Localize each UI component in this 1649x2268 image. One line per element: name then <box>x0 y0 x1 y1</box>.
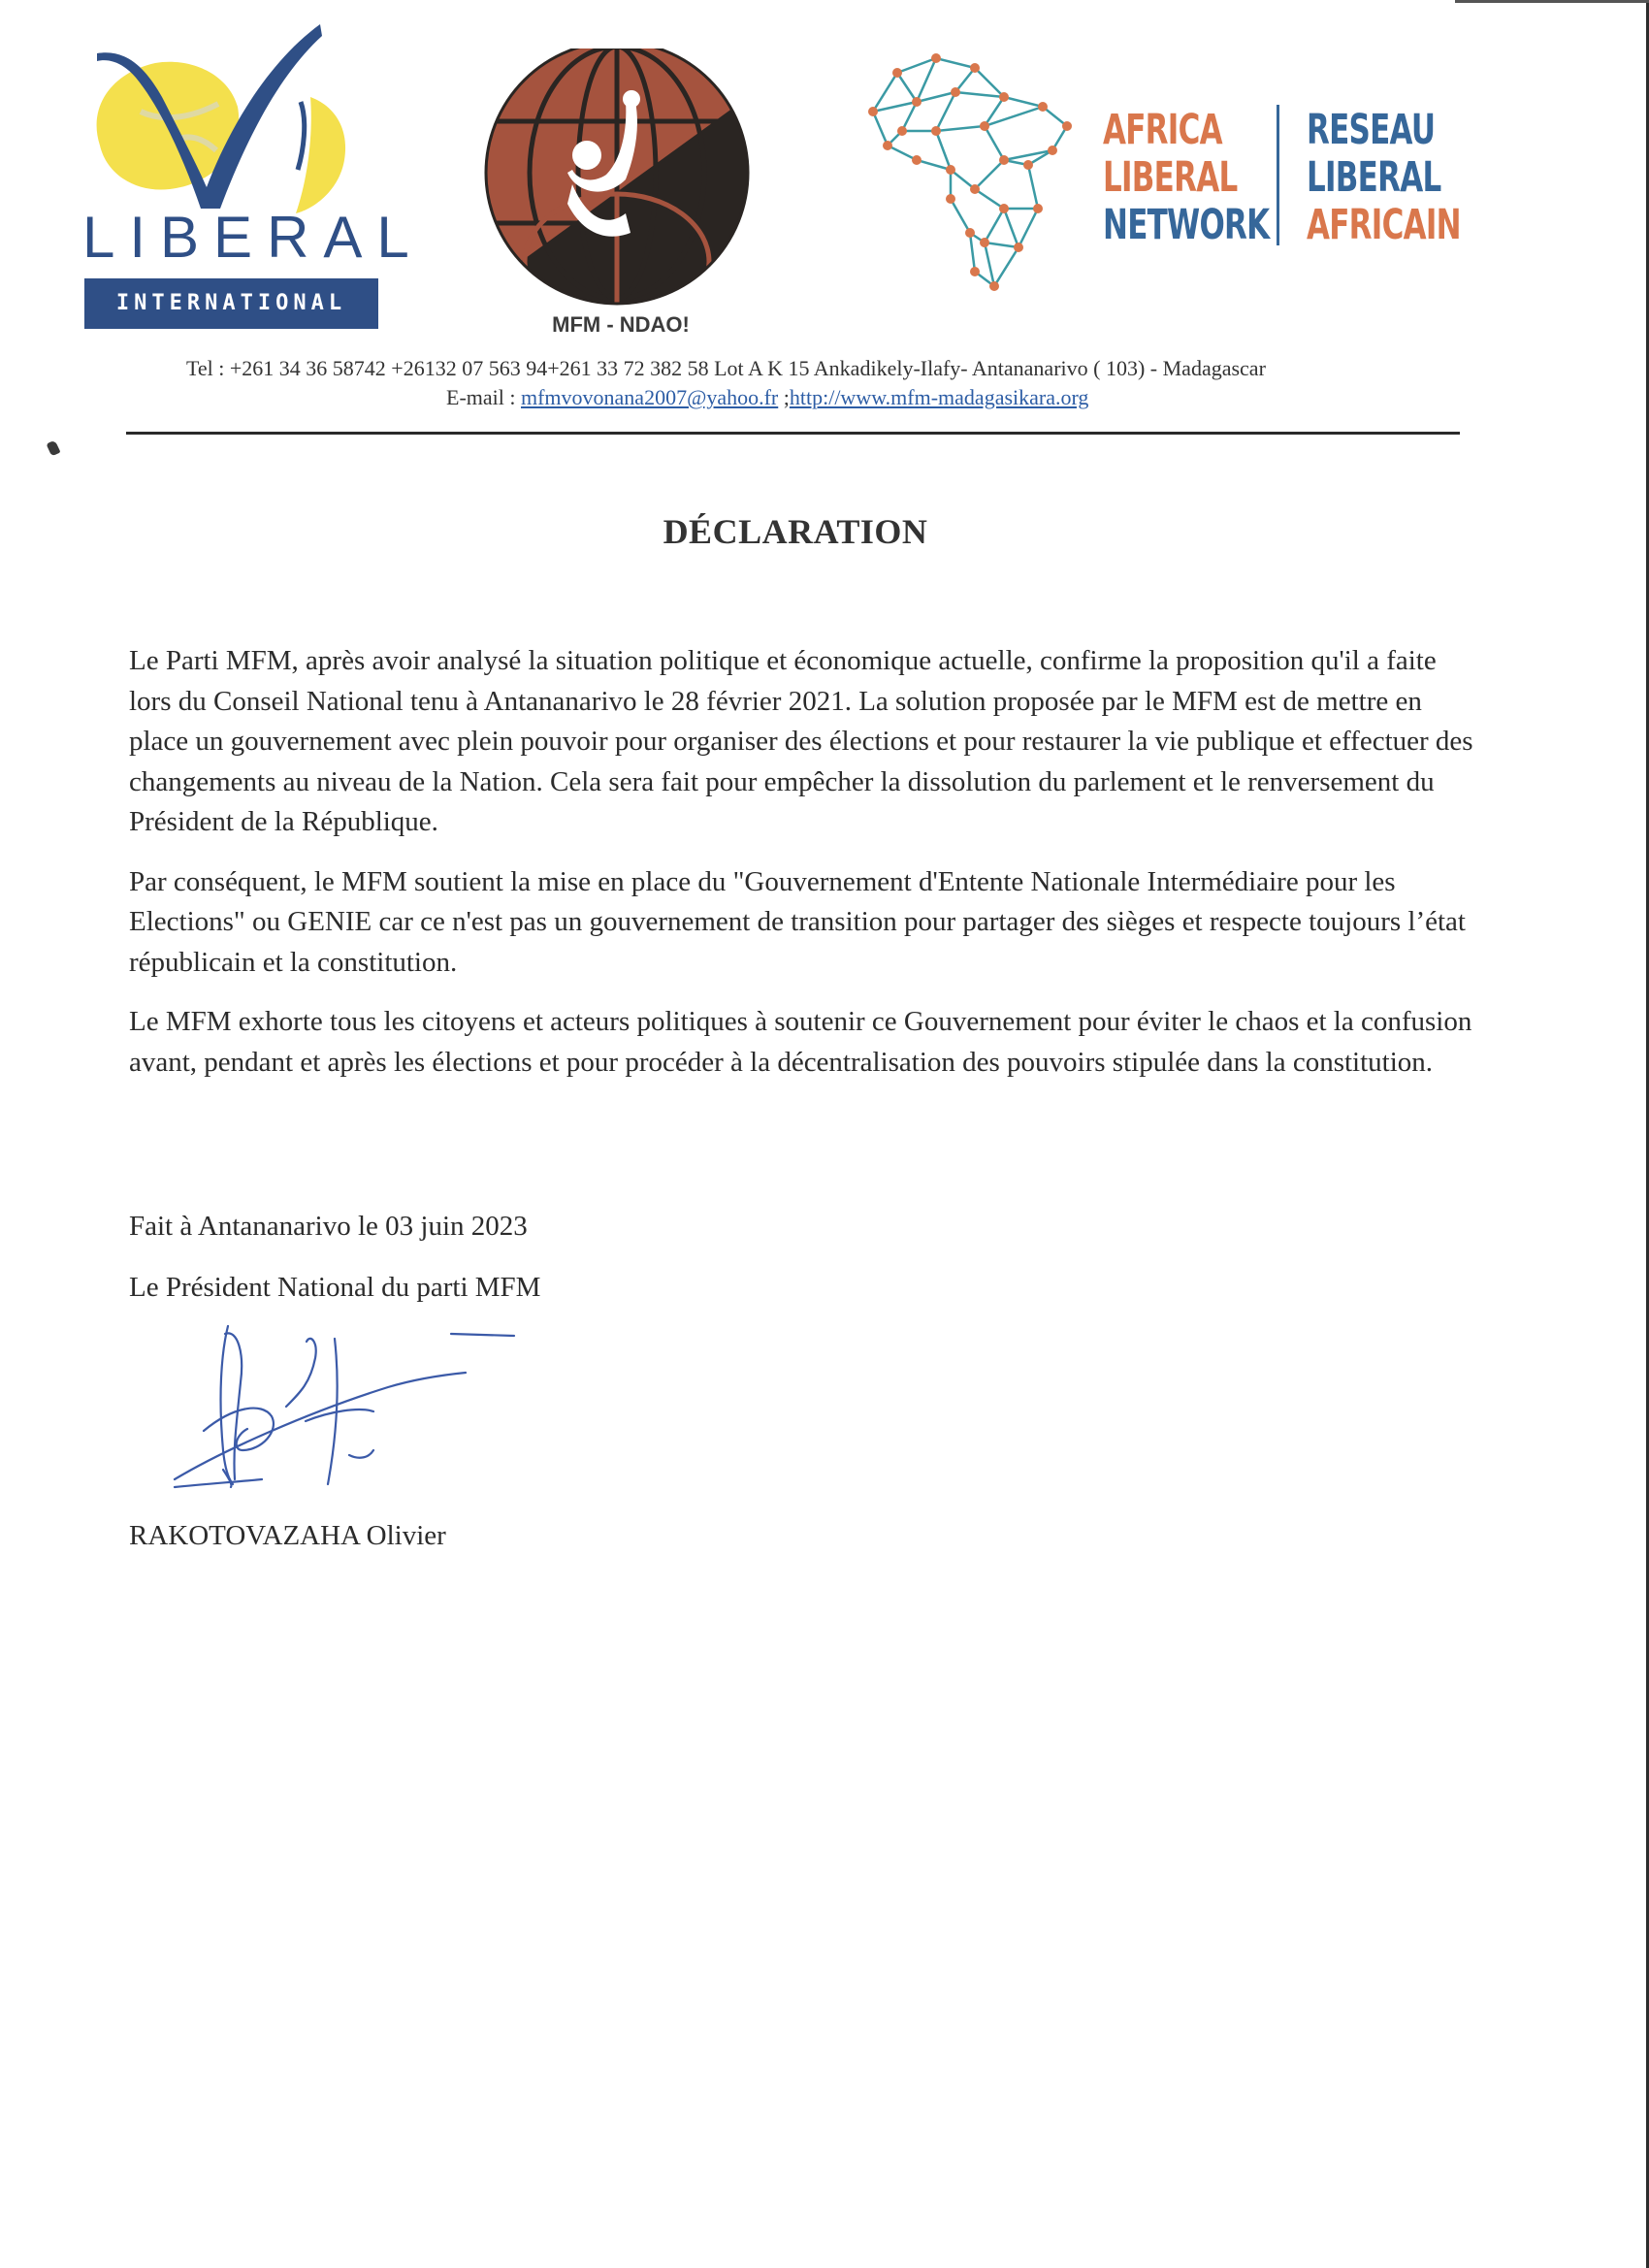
document-title: DÉCLARATION <box>663 512 928 551</box>
aln-divider <box>1277 105 1279 245</box>
mfm-caption: MFM - NDAO! <box>552 312 690 337</box>
aln-line-liberal-fr: LIBERAL <box>1307 153 1441 202</box>
africa-liberal-network-logo <box>858 53 1460 306</box>
scan-speck <box>47 440 61 457</box>
contact-phone-address: Tel : +261 34 36 58742 +26132 07 563 94+261 33 72 382 58 Lot A K 15 Ankadikely-Ilafy- Antananarivo ( 103) - Madagascar <box>186 356 1266 380</box>
aln-line-network: NETWORK <box>1103 201 1270 249</box>
mfm-globe-icon <box>480 49 761 310</box>
aln-line-liberal: LIBERAL <box>1103 153 1238 202</box>
place-date: Fait à Antananarivo le 03 juin 2023 <box>129 1211 528 1242</box>
document-body <box>129 641 1477 1102</box>
contact-email-web <box>446 385 1088 410</box>
handwritten-signature-icon <box>165 1314 524 1518</box>
email-link[interactable]: mfmvovonana2007@yahoo.fr <box>520 385 779 409</box>
aln-line-africa: AFRICA <box>1103 106 1222 154</box>
africa-network-map-icon <box>858 53 1091 306</box>
signatory-title: Le Président National du parti MFM <box>129 1272 541 1303</box>
paragraph-3: Le MFM exhorte tous les citoyens et acteurs politiques à soutenir ce Gouvernement pour éviter le chaos et la confusion avant, pendant et après les élections et pour procéder à la décentralisation des pouvoirs stipulée dans la constitution. <box>129 1006 1472 1078</box>
liberal-subtitle-box <box>84 278 378 329</box>
header-divider <box>126 432 1460 435</box>
aln-line-africain: AFRICAIN <box>1307 201 1461 249</box>
aln-english-name <box>1103 107 1269 249</box>
link-separator: ; <box>778 385 790 409</box>
website-link[interactable]: http://www.mfm-madagasikara.org <box>789 385 1089 409</box>
paragraph-1: Le Parti MFM, après avoir analysé la situation politique et économique actuelle, confirme la proposition qu'il a faite lors du Conseil National tenu à Antananarivo le 28 février 2021. La solution proposée par le MFM est de mettre en place un gouvernement avec plein pouvoir pour organiser des élections et pour restaurer la vie publique et effectuer des changements au niveau de la Nation. Cela sera fait pour empêcher la dissolution du parlement et le renversement du Président de la République. <box>129 645 1473 837</box>
liberal-subtitle: INTERNATIONAL <box>115 291 347 315</box>
aln-french-name <box>1307 107 1461 249</box>
signatory-name: RAKOTOVAZAHA Olivier <box>129 1520 446 1551</box>
liberal-wordmark: LIBERAL <box>82 205 424 270</box>
scan-edge-top <box>1455 0 1649 3</box>
email-label: E-mail : <box>446 385 516 409</box>
liberal-international-logo <box>82 15 424 325</box>
paragraph-2: Par conséquent, le MFM soutient la mise en place du "Gouvernement d'Entente Nationale Intermédiaire pour les Elections" ou GENIE car ce n'est pas un gouvernement de transition pour partager des sièges et respecte toujours l’état républicain et la constitution. <box>129 865 1466 978</box>
aln-line-reseau: RESEAU <box>1307 106 1436 154</box>
mfm-logo <box>480 49 761 349</box>
